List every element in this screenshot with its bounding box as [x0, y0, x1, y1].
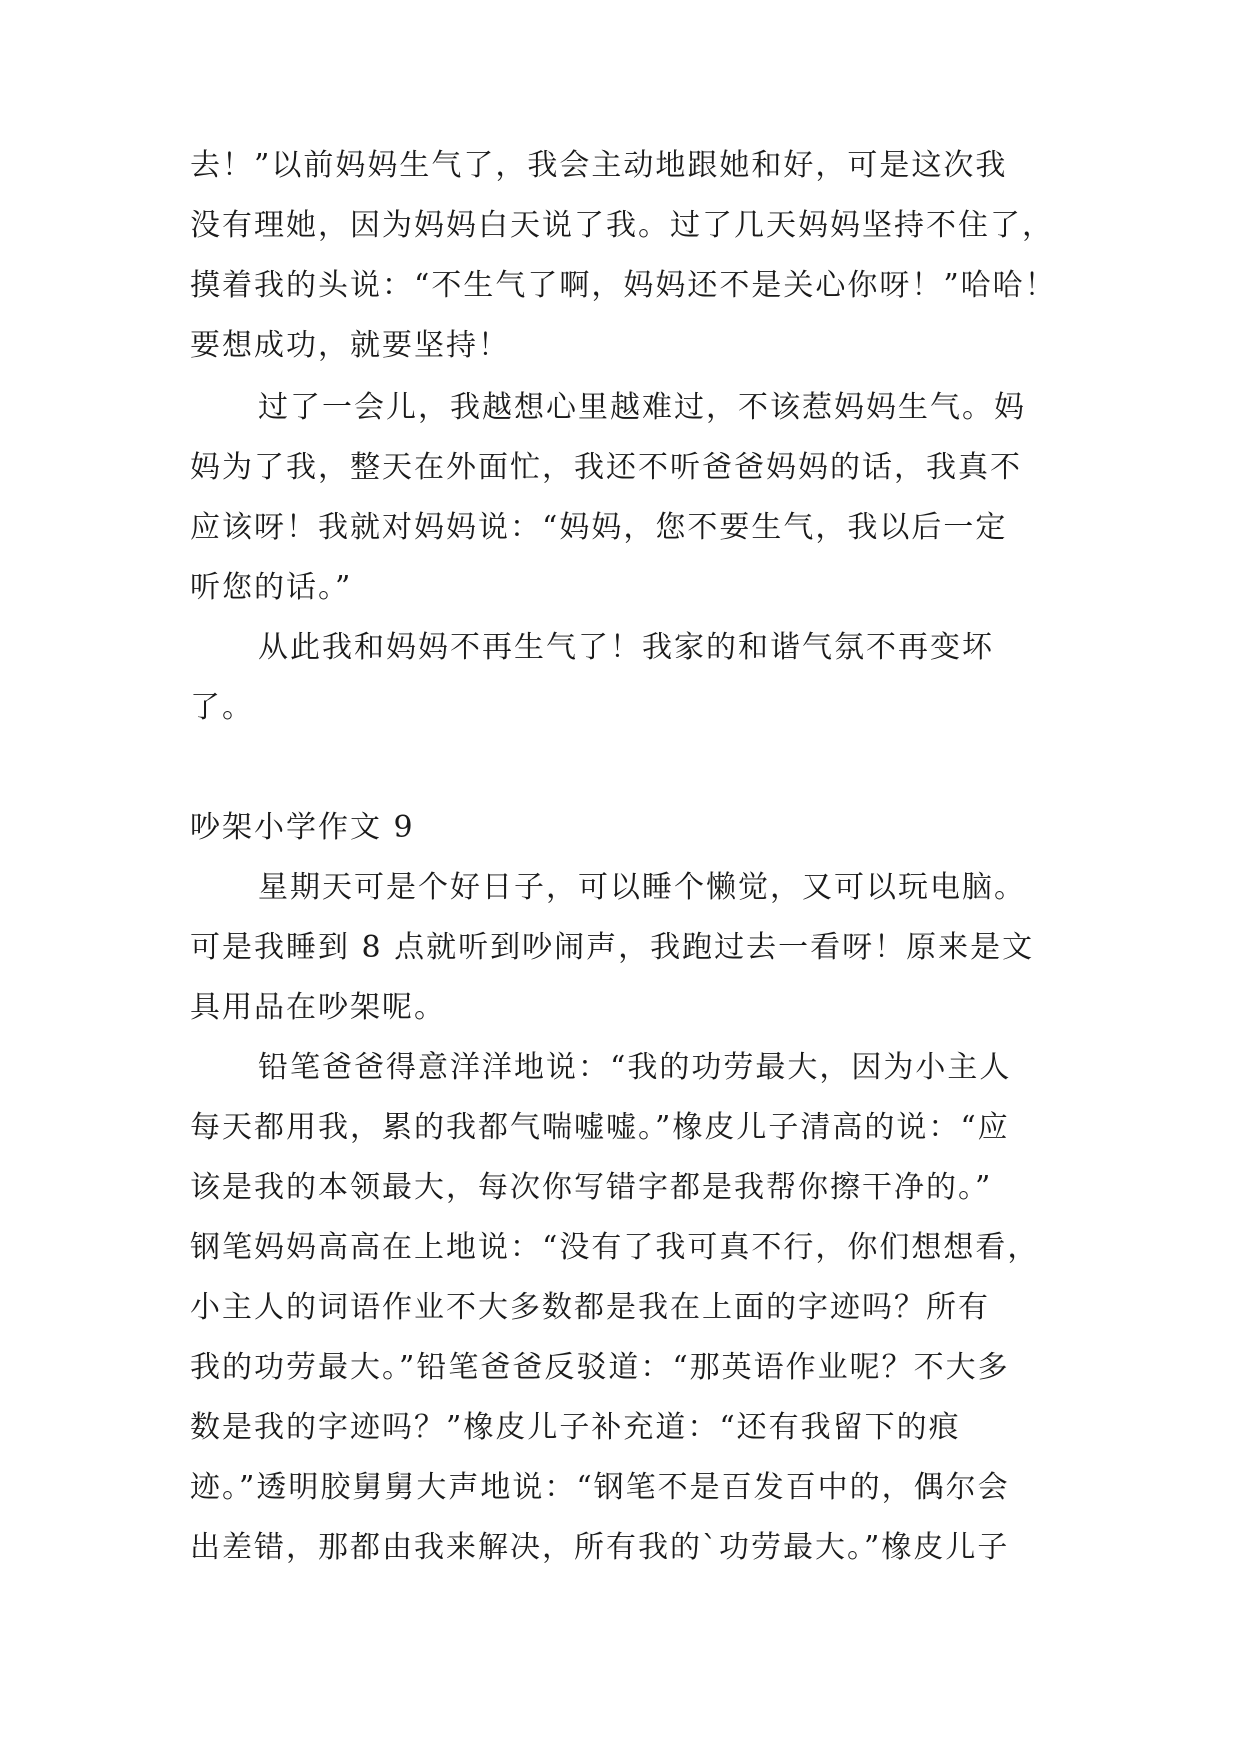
text-line: 每天都用我，累的我都气喘嘘嘘。”橡皮儿子清高的说：“应	[190, 1110, 1010, 1145]
text-line: 钢笔妈妈高高在上地说：“没有了我可真不行，你们想想看，	[190, 1230, 1040, 1265]
text-line: 铅笔爸爸得意洋洋地说：“我的功劳最大，因为小主人	[258, 1050, 1012, 1085]
text-line: 了。	[190, 690, 254, 725]
text-line: 要想成功，就要坚持！	[190, 328, 510, 363]
paragraph-conclusion	[190, 618, 1050, 738]
essay-title: 吵架小学作文 9	[190, 810, 415, 845]
text-line: 摸着我的头说：“不生气了啊，妈妈还不是关心你呀！”哈哈！	[190, 268, 1057, 303]
paragraph-regret	[190, 378, 1050, 618]
paragraph-stationery-argument	[190, 1038, 1050, 1578]
text-line: 数是我的字迹吗？”橡皮儿子补充道：“还有我留下的痕	[190, 1410, 961, 1445]
text-line: 听您的话。”	[190, 570, 353, 605]
paragraph-continued	[190, 136, 1057, 376]
text-line: 妈为了我，整天在外面忙，我还不听爸爸妈妈的话，我真不	[190, 450, 1022, 485]
text-line: 去！”以前妈妈生气了，我会主动地跟她和好，可是这次我	[190, 148, 1008, 183]
text-line: 迹。”透明胶舅舅大声地说：“钢笔不是百发百中的，偶尔会	[190, 1470, 1010, 1505]
text-line: 应该呀！我就对妈妈说：“妈妈，您不要生气，我以后一定	[190, 510, 1008, 545]
text-line: 我的功劳最大。”铅笔爸爸反驳道：“那英语作业呢？不大多	[190, 1350, 1010, 1385]
text-line: 出差错，那都由我来解决，所有我的`功劳最大。”橡皮儿子	[190, 1530, 1010, 1565]
text-line: 可是我睡到 8 点就听到吵闹声，我跑过去一看呀！原来是文	[190, 930, 1035, 965]
text-line: 星期天可是个好日子，可以睡个懒觉，又可以玩电脑。	[258, 870, 1026, 905]
paragraph-sunday	[190, 858, 1050, 1038]
text-line: 过了一会儿，我越想心里越难过，不该惹妈妈生气。妈	[258, 390, 1026, 425]
text-line: 该是我的本领最大，每次你写错字都是我帮你擦干净的。”	[190, 1170, 993, 1205]
text-line: 小主人的词语作业不大多数都是我在上面的字迹吗？所有	[190, 1290, 990, 1325]
text-line: 具用品在吵架呢。	[190, 990, 446, 1025]
text-line: 从此我和妈妈不再生气了！我家的和谐气氛不再变坏	[258, 630, 994, 665]
text-line: 没有理她，因为妈妈白天说了我。过了几天妈妈坚持不住了，	[190, 208, 1054, 243]
